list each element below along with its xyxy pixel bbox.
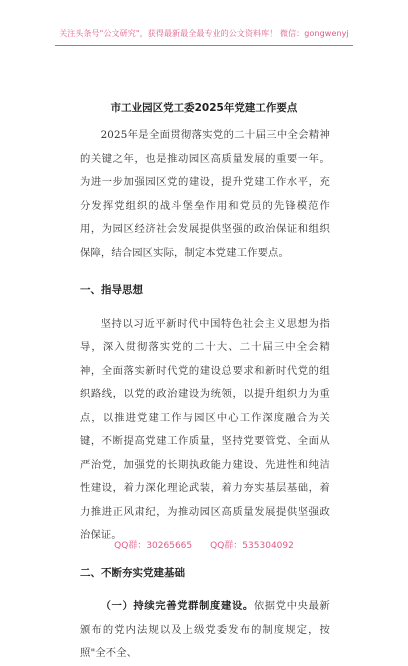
- header-divider: [55, 45, 353, 46]
- section-heading-guiding-ideology: 一、指导思想: [80, 284, 143, 296]
- footer-contact: [0, 538, 408, 551]
- document-title: 市工业园区党工委2025年党建工作要点: [110, 102, 298, 114]
- party-system-paragraph: [80, 595, 330, 666]
- spacer: [80, 265, 330, 279]
- guiding-ideology-paragraph: 坚持以习近平新时代中国特色社会主义思想为指导，深入贯彻落实党的二十大、二十届三中全会精神，全面落实新时代党的建设总要求和新时代党的组织路线，以党的政治建设为统领，以提升组织力为重点，以推进党建工作与园区中心工作深度融合为关键，不断提高党建工作质量，坚持党要管党、全面从严治党，加强党的长期执政能力建设、先进性和纯洁性建设，着力深化理论武装，着力夯实基层基础，着力推进正风肃纪，为推动园区高质量发展提供坚强政治保证。: [80, 317, 330, 541]
- spacer: [80, 585, 330, 595]
- intro-paragraph: 2025年是全面贯彻落实党的二十届三中全会精神的关键之年，也是推动园区高质量发展的重要一年。为进一步加强园区党的建设，提升党建工作水平，充分发挥党组织的战斗堡垒作用和党员的先锋模范作用，为园区经济社会发展提供坚强的政治保证和组织保障，结合园区实际，制定本党建工作要点。: [80, 129, 330, 259]
- section-heading-party-foundation: 二、不断夯实党建基础: [80, 566, 185, 579]
- subsection-text: 依据党中央最新颁布的党内法规以及上级党委发布的制度规定，按照"全不全、: [80, 600, 330, 659]
- document-body: [80, 124, 330, 666]
- spacer: [80, 303, 330, 313]
- header-banner: 关注头条号"公文研究"，获得最新最全最专业的公文资料库！ 微信：gongwenyj: [59, 29, 349, 38]
- qq-group-2: QQ群：535304092: [210, 541, 294, 551]
- qq-group-1: QQ群：30265665: [114, 541, 193, 551]
- subsection-label: （一）持续完善党群制度建设。: [100, 600, 254, 612]
